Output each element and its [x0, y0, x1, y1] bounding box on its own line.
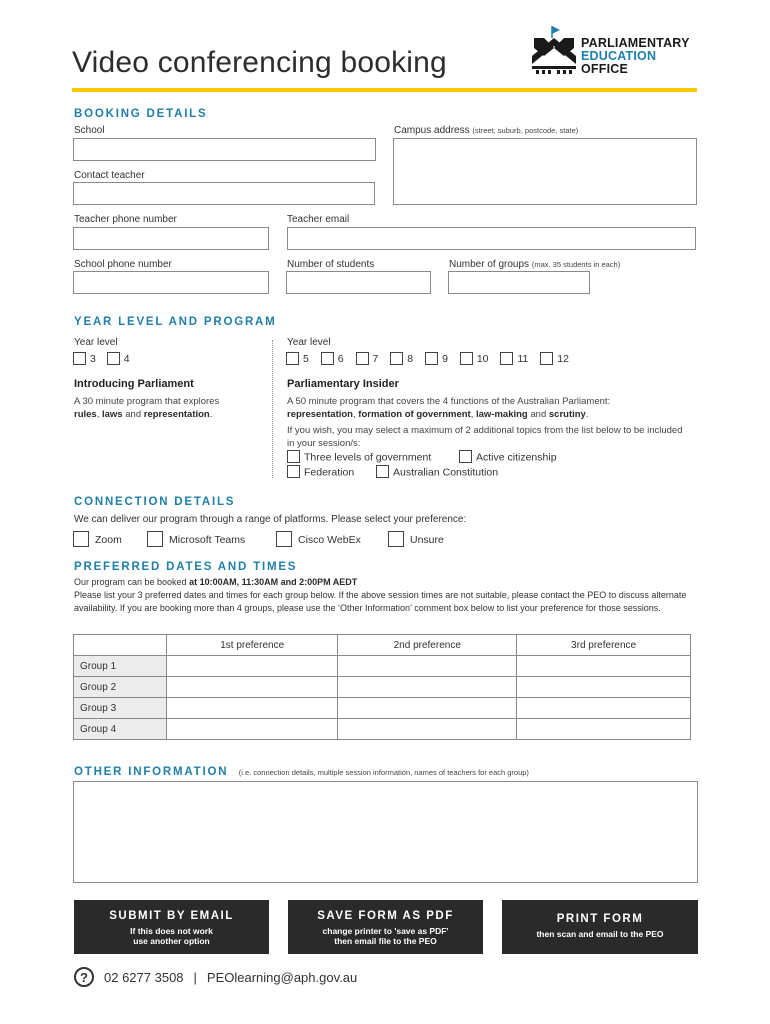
- year-6-label: 6: [337, 353, 344, 366]
- platform-webex[interactable]: [276, 532, 361, 548]
- program-title-right: Parliamentary Insider: [287, 378, 399, 390]
- preferred-intro-pre: Our program can be booked: [74, 577, 190, 587]
- preference-cell[interactable]: [167, 656, 338, 677]
- table-header: 2nd preference: [338, 635, 517, 656]
- desc-right-representation: representation: [287, 409, 353, 420]
- desc-left-sep1: ,: [96, 409, 102, 420]
- footer-email[interactable]: PEOlearning@aph.gov.au: [206, 969, 358, 985]
- table-row: [74, 656, 691, 677]
- save-button-sub: [288, 926, 483, 946]
- table-header-row: [74, 635, 691, 656]
- topics-intro: If you wish, you may select a maximum of 2 additional topics from the list below to be included in your session/s:: [287, 425, 683, 449]
- year-10-label: 10: [476, 353, 489, 366]
- preference-cell[interactable]: [517, 677, 691, 698]
- year-heading: YEAR LEVEL AND PROGRAM: [74, 316, 277, 328]
- preference-cell[interactable]: [517, 719, 691, 740]
- desc-left-sep2: and: [122, 409, 144, 420]
- year-level-label-left: Year level: [74, 337, 118, 348]
- group-label: Group 3: [74, 698, 167, 719]
- campus-label-text: Campus address: [394, 125, 470, 136]
- num-students-input[interactable]: [286, 271, 431, 294]
- desc-left-rules: rules: [74, 409, 97, 420]
- num-students-label: Number of students: [287, 259, 375, 270]
- preferred-intro-rest: Please list your 3 preferred dates and times for each group below. If the above session times are not suitable, please contact the PEO to discuss alternate availability. If you are booking more than 4 groups, please use the ‘Other Information’ comment box below to list your preference for those sessions.: [74, 590, 687, 613]
- help-question-icon: ?: [74, 967, 94, 987]
- table-corner-cell: [74, 635, 167, 656]
- table-header: 3rd preference: [517, 635, 691, 656]
- connection-intro: We can deliver our program through a range of platforms. Please select your preference:: [74, 514, 467, 525]
- year-8-label: 8: [407, 353, 414, 366]
- desc-right-sep2: ,: [470, 409, 476, 420]
- teacher-phone-input[interactable]: [73, 227, 269, 250]
- year-9-checkbox[interactable]: [425, 353, 448, 365]
- other-heading-row: [74, 762, 529, 780]
- num-groups-label: [449, 259, 620, 270]
- year-divider: [272, 340, 274, 478]
- preference-cell[interactable]: [338, 698, 517, 719]
- table-row: [74, 719, 691, 740]
- logo-line-2: EDUCATION: [581, 49, 657, 63]
- preference-cell[interactable]: [517, 656, 691, 677]
- num-groups-label-text: Number of groups: [449, 259, 530, 270]
- topic-federation[interactable]: [287, 466, 354, 479]
- desc-right-sep3: and: [527, 409, 549, 420]
- year-8-checkbox[interactable]: [390, 353, 413, 365]
- platform-teams[interactable]: [147, 532, 245, 548]
- year-10-checkbox[interactable]: [460, 353, 489, 365]
- group-label: Group 1: [74, 656, 167, 677]
- contact-teacher-label: Contact teacher: [74, 170, 145, 181]
- year-7-label: 7: [372, 353, 379, 366]
- topic-constitution-label: Australian Constitution: [393, 466, 499, 479]
- year-3-checkbox[interactable]: [73, 353, 96, 365]
- preferred-times: at 10:00AM, 11:30AM and 2:00PM AEDT: [189, 577, 358, 587]
- teacher-phone-label: Teacher phone number: [74, 214, 177, 225]
- year-3-label: 3: [90, 353, 96, 366]
- year-levels-left: [73, 353, 130, 366]
- other-hint: (i.e. connection details, multiple session information, names of teachers for each group): [238, 768, 529, 777]
- desc-left-sep3: .: [209, 409, 213, 420]
- program-title-left: Introducing Parliament: [74, 378, 194, 390]
- platform-webex-label: Cisco WebEx: [298, 533, 361, 546]
- table-row: [74, 698, 691, 719]
- contact-teacher-input[interactable]: [73, 182, 375, 205]
- topic-three-levels-label: Three levels of government: [304, 451, 432, 464]
- preference-cell[interactable]: [167, 719, 338, 740]
- desc-right-scrutiny: scrutiny: [548, 409, 586, 420]
- school-label: School: [74, 125, 105, 136]
- footer: [74, 967, 357, 987]
- preference-cell[interactable]: [517, 698, 691, 719]
- preferred-intro: [74, 576, 694, 615]
- teacher-email-label: Teacher email: [287, 214, 350, 225]
- preference-cell[interactable]: [338, 656, 517, 677]
- logo-text: [581, 37, 690, 76]
- program-desc-left: [74, 395, 264, 421]
- other-information-textarea[interactable]: [73, 781, 698, 883]
- submit-button-sub1: If this does not work: [130, 926, 213, 936]
- topic-federation-label: Federation: [304, 466, 355, 479]
- preferred-heading: PREFERRED DATES AND TIMES: [74, 561, 298, 573]
- save-button-sub2: then email file to the PEO: [334, 936, 437, 946]
- year-5-label: 5: [303, 353, 309, 366]
- school-phone-input[interactable]: [73, 271, 269, 294]
- platform-zoom-label: Zoom: [95, 533, 122, 546]
- year-4-checkbox[interactable]: [107, 353, 130, 365]
- desc-left-representation: representation: [143, 409, 210, 420]
- submit-button-sub2: use another option: [133, 936, 210, 946]
- desc-right-sep4: .: [585, 409, 589, 420]
- desc-right-formation: formation of government: [358, 409, 471, 420]
- num-groups-input[interactable]: [448, 271, 590, 294]
- campus-hint: (street, suburb, postcode, state): [472, 126, 579, 135]
- year-4-label: 4: [123, 353, 130, 366]
- group-label: Group 4: [74, 719, 167, 740]
- year-7-checkbox[interactable]: [356, 353, 379, 365]
- num-groups-hint: (max. 35 students in each): [531, 260, 621, 269]
- preference-cell[interactable]: [338, 677, 517, 698]
- year-5-checkbox[interactable]: [286, 353, 309, 365]
- desc-right-lawmaking: law-making: [475, 409, 528, 420]
- school-input[interactable]: [73, 138, 376, 161]
- platform-teams-label: Microsoft Teams: [169, 533, 246, 546]
- parliament-house-icon: [530, 24, 578, 76]
- booking-heading: BOOKING DETAILS: [74, 108, 208, 120]
- submit-button-title: SUBMIT BY EMAIL: [109, 910, 234, 922]
- year-11-label: 11: [517, 353, 529, 366]
- logo-line-3: OFFICE: [581, 62, 629, 76]
- year-levels-right: [286, 353, 569, 366]
- preference-cell[interactable]: [167, 698, 338, 719]
- desc-right-pre: A 50 minute program that covers the 4 functions of the Australian Parliament:: [287, 396, 611, 407]
- logo-line-1: PARLIAMENTARY: [581, 36, 690, 50]
- topic-active-citizenship[interactable]: [459, 451, 557, 464]
- platform-unsure[interactable]: [388, 532, 444, 548]
- school-phone-label: School phone number: [74, 259, 172, 270]
- print-button-sub: then scan and email to the PEO: [536, 929, 664, 939]
- year-level-label-right: Year level: [287, 337, 331, 348]
- table-header: 1st preference: [167, 635, 338, 656]
- connection-heading: CONNECTION DETAILS: [74, 496, 236, 508]
- desc-right-sep1: ,: [353, 409, 359, 420]
- platform-unsure-label: Unsure: [410, 533, 444, 546]
- submit-by-email-button[interactable]: [74, 900, 269, 954]
- footer-phone: 02 6277 3508: [104, 969, 184, 985]
- group-label: Group 2: [74, 677, 167, 698]
- save-button-title: SAVE FORM AS PDF: [317, 910, 454, 922]
- year-6-checkbox[interactable]: [321, 353, 344, 365]
- table-row: [74, 677, 691, 698]
- footer-separator: |: [193, 969, 197, 985]
- submit-button-sub: [74, 926, 269, 946]
- page-title: Video conferencing booking: [72, 46, 447, 79]
- topic-three-levels[interactable]: [287, 451, 431, 464]
- save-form-as-pdf-button[interactable]: [288, 900, 483, 954]
- year-12-label: 12: [557, 353, 569, 366]
- other-heading: OTHER INFORMATION: [74, 766, 229, 778]
- desc-left-laws: laws: [102, 409, 123, 420]
- preference-cell[interactable]: [167, 677, 338, 698]
- year-12-checkbox[interactable]: [540, 353, 569, 365]
- print-button-title: PRINT FORM: [556, 913, 644, 925]
- print-form-button[interactable]: [502, 900, 698, 954]
- topic-constitution[interactable]: [376, 466, 498, 479]
- header-rule: [72, 88, 697, 92]
- save-button-sub1: change printer to 'save as PDF': [322, 926, 449, 936]
- year-9-label: 9: [442, 353, 448, 366]
- topic-active-citizenship-label: Active citizenship: [476, 451, 557, 464]
- campus-label: [394, 125, 578, 136]
- platform-zoom[interactable]: [73, 532, 122, 548]
- program-desc-right: [287, 395, 687, 421]
- desc-left-pre: A 30 minute program that explores: [74, 396, 220, 407]
- year-11-checkbox[interactable]: [500, 353, 528, 365]
- campus-address-input[interactable]: [393, 138, 697, 205]
- preference-table: [73, 634, 691, 740]
- preference-cell[interactable]: [338, 719, 517, 740]
- teacher-email-input[interactable]: [287, 227, 696, 250]
